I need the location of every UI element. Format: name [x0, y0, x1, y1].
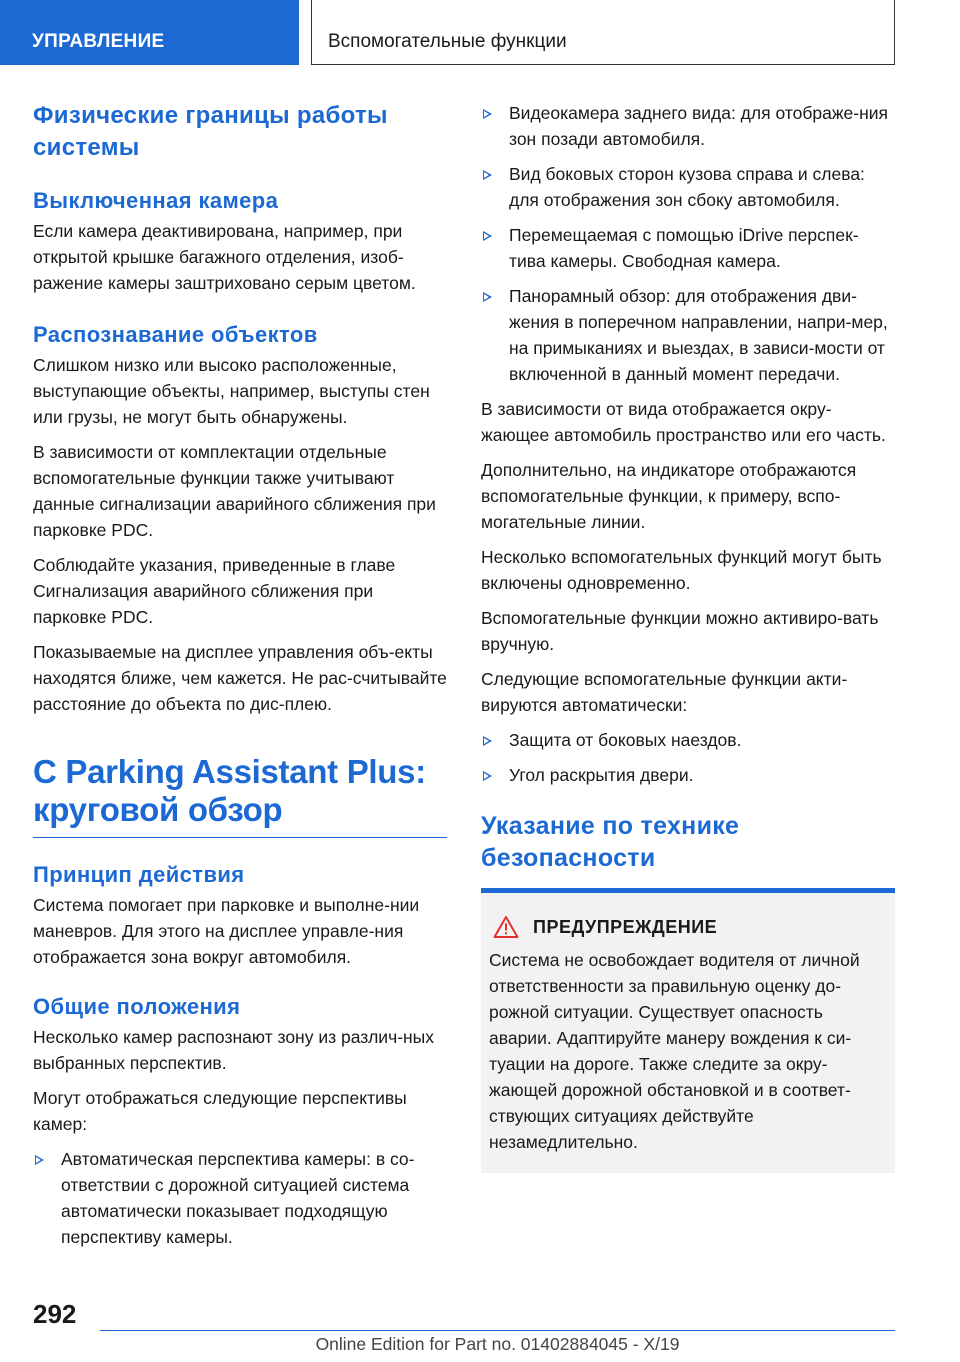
right-column [481, 100, 895, 1173]
triangle-bullet-icon [483, 771, 492, 781]
list-item: Автоматическая перспектива камеры: в со-ответствии с дорожной ситуацией система автоматически показывает подходящую перспективу камеры. [33, 1146, 447, 1250]
paragraph-camera-off: Если камера деактивирована, например, при открытой крышке багажного отделения, изоб-ражение камеры заштриховано серым цветом. [33, 221, 416, 293]
triangle-bullet-icon [483, 292, 492, 302]
list-item: Угол раскрытия двери. [481, 762, 895, 788]
warning-header [489, 915, 887, 939]
warning-title: ПРЕДУПРЕЖДЕНИЕ [533, 916, 718, 937]
paragraph-objects-2: В зависимости от комплектации отдельные вспомогательные функции также учитывают данные сигнализации аварийного сближения при парковке PDC. [33, 442, 436, 540]
heading-parking-assistant-plus: С Parking Assistant Plus: круговой обзор [33, 753, 447, 838]
heading-camera-off: Выключенная камера [33, 188, 279, 213]
heading-general: Общие положения [33, 994, 241, 1019]
warning-box [481, 888, 895, 1173]
list-item: Перемещаемая с помощью iDrive перспек-тива камеры. Свободная камера. [481, 222, 895, 274]
warning-triangle-icon [493, 915, 519, 939]
perspective-list-left [33, 1146, 447, 1250]
heading-principle: Принцип действия [33, 862, 245, 887]
heading-safety: Указание по технике безопасности [481, 812, 740, 872]
paragraph-general-2: Могут отображаться следующие перспективы камер: [33, 1088, 407, 1134]
chapter-title: Вспомогательные функции [311, 0, 895, 65]
perspective-list-right [481, 100, 895, 387]
paragraph-manual-activation: Вспомогательные функции можно активиро-вать вручную. [481, 608, 879, 654]
paragraph-view-area: В зависимости от вида отображается окру-жающее автомобиль пространство или его часть. [481, 399, 886, 445]
triangle-bullet-icon [483, 170, 492, 180]
paragraph-auto-activation: Следующие вспомогательные функции акти-вируются автоматически: [481, 669, 848, 715]
auto-functions-list [481, 727, 895, 788]
page-number: 292 [33, 1299, 77, 1329]
list-item: Панорамный обзор: для отображения дви-жения в поперечном направлении, напри-мер, на примыканиях и выездах, в зависи-мости от включенной в данный момент передачи. [481, 283, 895, 387]
heading-object-recognition: Распознавание объектов [33, 322, 318, 347]
footer-edition: Online Edition for Part no. 01402884045 - X/19 [315, 1334, 680, 1354]
left-column [33, 100, 447, 1259]
list-item: Защита от боковых наездов. [481, 727, 895, 753]
triangle-bullet-icon [483, 736, 492, 746]
triangle-bullet-icon [35, 1155, 44, 1165]
paragraph-multiple-functions: Несколько вспомогательных функций могут быть включены одновременно. [481, 547, 882, 593]
paragraph-principle: Система помогает при парковке и выполне-нии маневров. Для этого на дисплее управле-ния отображается зона вокруг автомобиля. [33, 895, 420, 967]
paragraph-objects-3: Соблюдайте указания, приведенные в главе Сигнализация аварийного сближения при парковке PDC. [33, 555, 396, 627]
paragraph-objects-4: Показываемые на дисплее управления объ-екты находятся ближе, чем кажется. Не рас-считывайте расстояние до объекта по дис-плею. [33, 642, 447, 714]
section-tab: УПРАВЛЕНИЕ [0, 0, 299, 65]
paragraph-helper-lines: Дополнительно, на индикаторе отображаются вспомогательные функции, к примеру, вспо-могательные линии. [481, 460, 857, 532]
triangle-bullet-icon [483, 109, 492, 119]
list-item: Вид боковых сторон кузова справа и слева: для отображения зон сбоку автомобиля. [481, 161, 895, 213]
warning-text: Система не освобождает водителя от личной ответственности за правильную оценку до-рожной ситуации. Существует опасность аварии. Адаптируйте манеру вождения к си-туации на дороге. Также следите за окру-жающей дорожной обстановкой и в соответ-ствующих ситуациях действуйте незамедлительно. [489, 950, 860, 1152]
paragraph-general-1: Несколько камер распознают зону из различ-ных выбранных перспектив. [33, 1027, 435, 1073]
paragraph-objects-1: Слишком низко или высоко расположенные, выступающие объекты, например, выступы стен или грузы, не могут быть обнаружены. [33, 355, 430, 427]
heading-physical-limits: Физические границы работы системы [33, 102, 388, 161]
footer-divider [100, 1330, 895, 1331]
list-item: Видеокамера заднего вида: для отображе-ния зон позади автомобиля. [481, 100, 895, 152]
triangle-bullet-icon [483, 231, 492, 241]
